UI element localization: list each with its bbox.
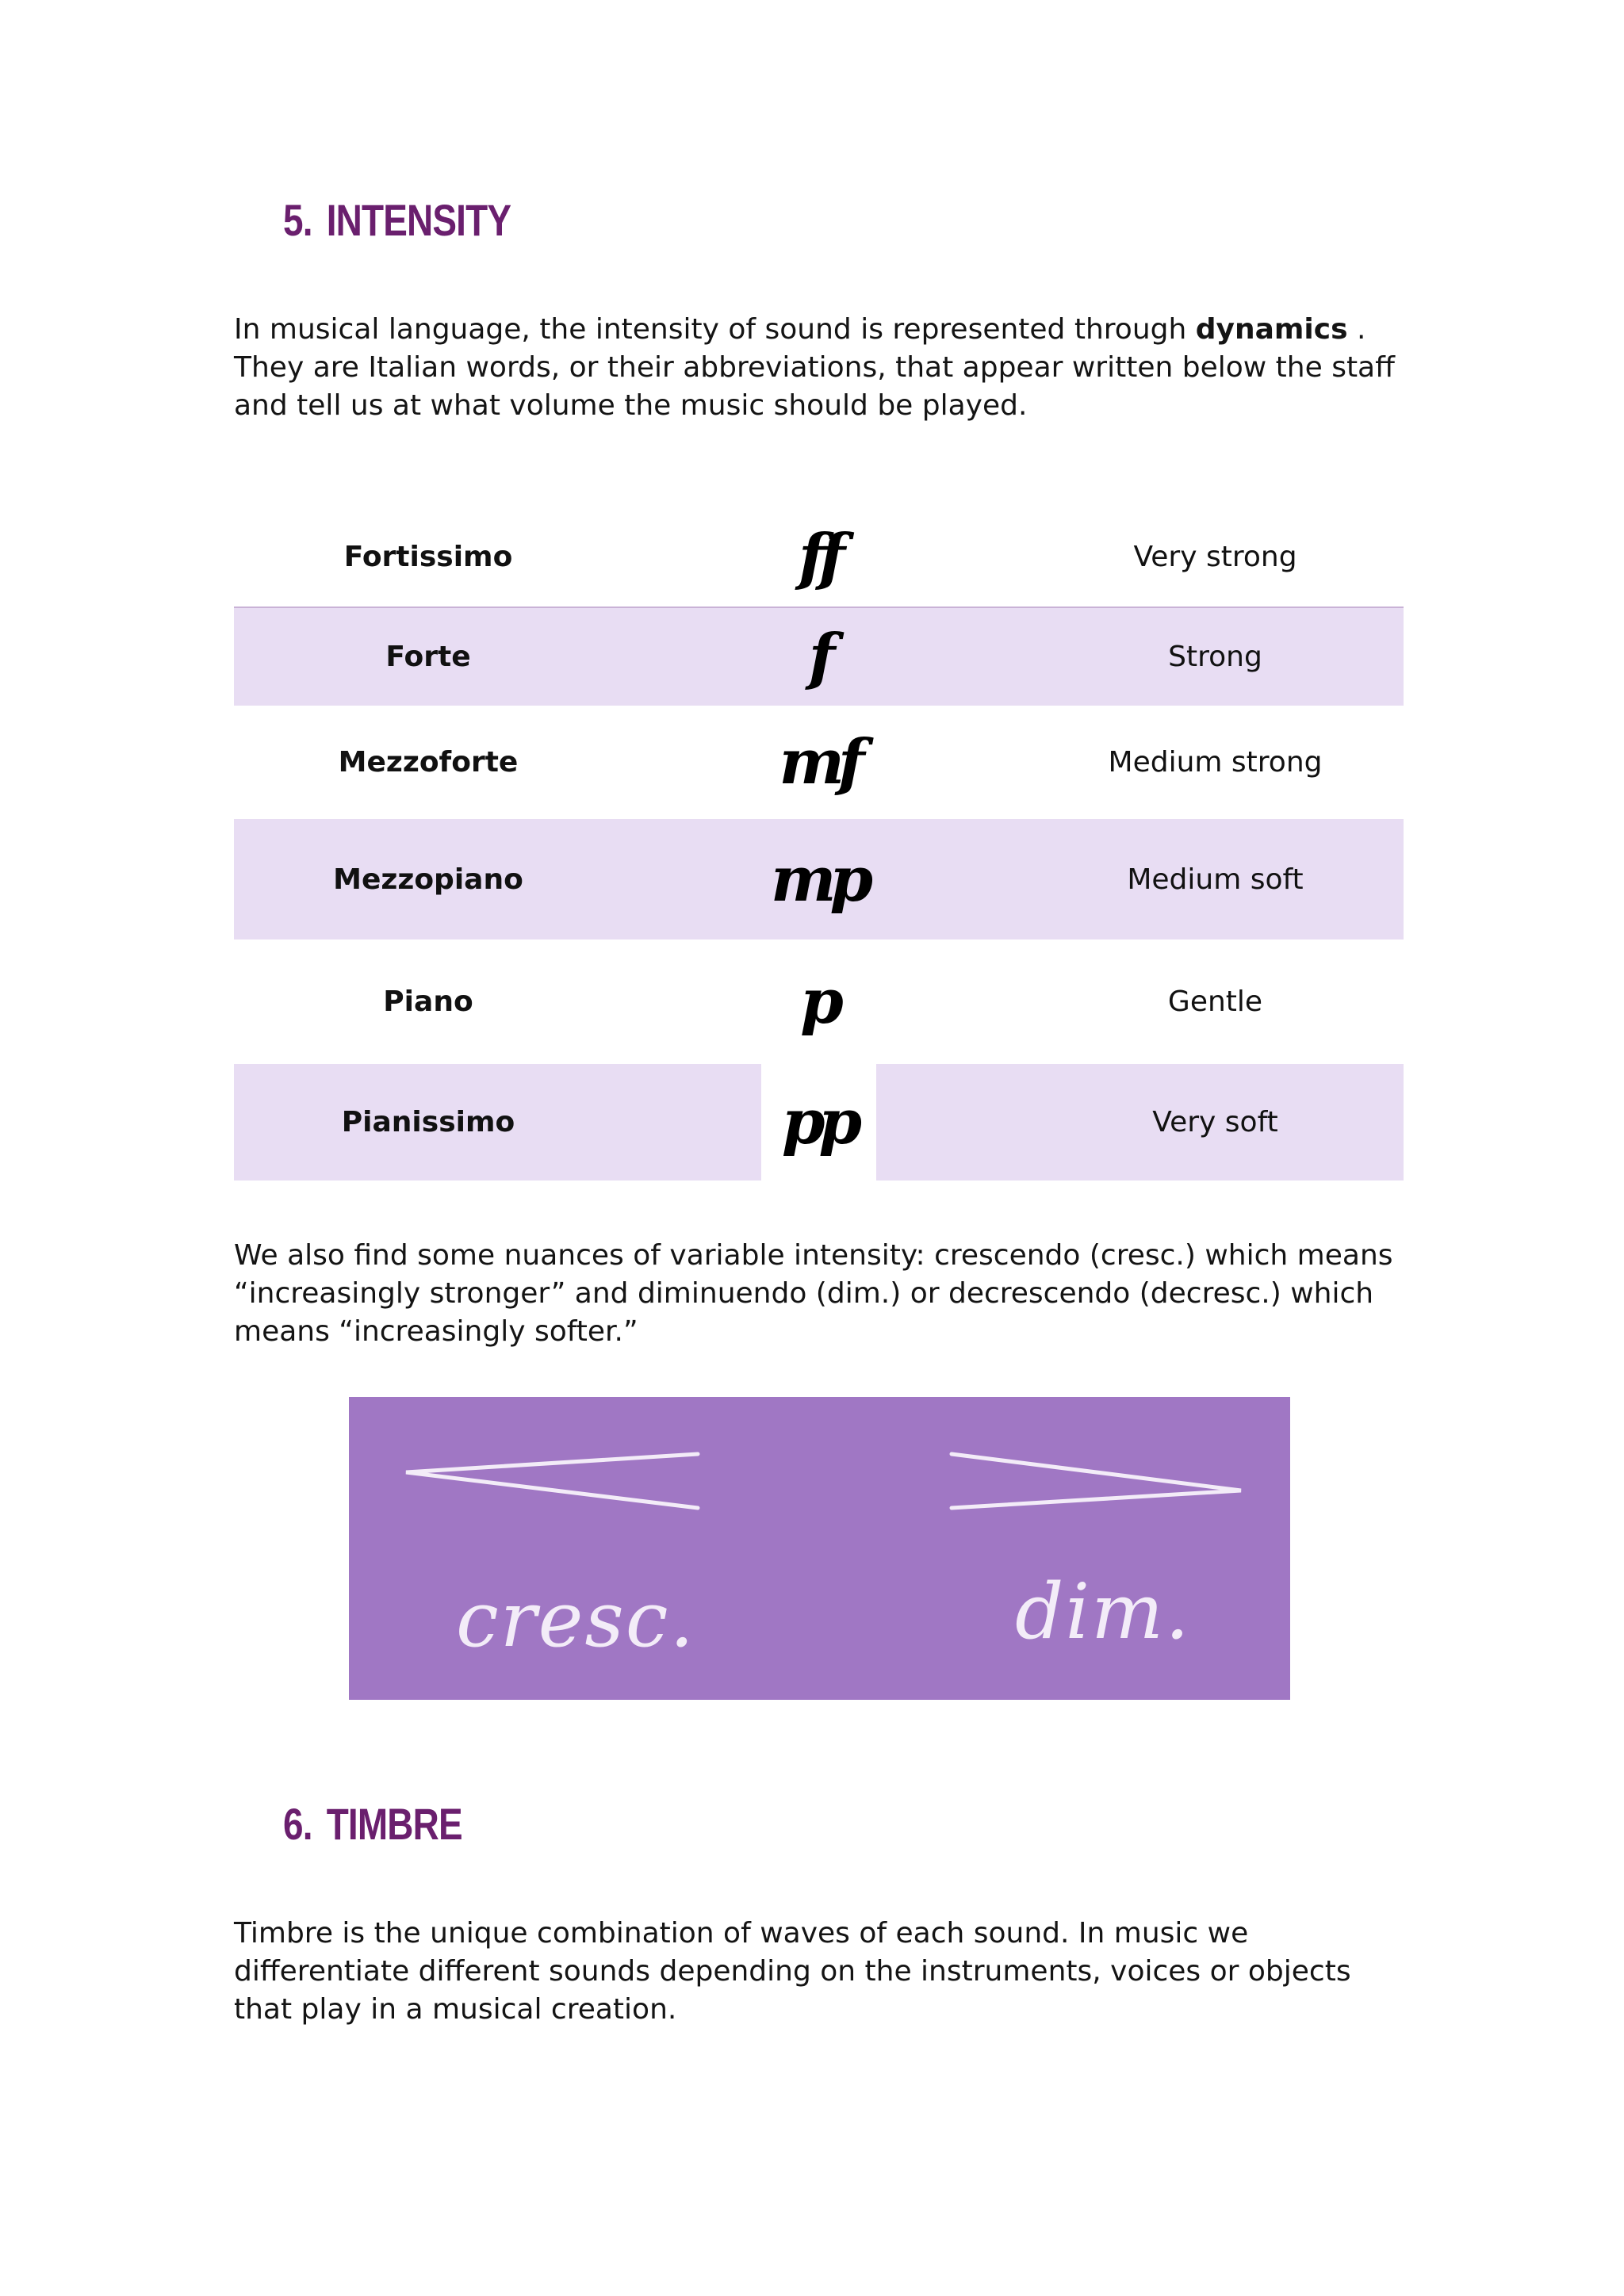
section-title: INTENSITY (326, 195, 511, 245)
table-row (234, 1064, 1404, 1181)
intro-text-end: . They are Italian words, or their abbreviations, that appear written below the staff and tell us at what volume the music should be played. (234, 313, 1395, 422)
intro-bold-term: dynamics (1195, 313, 1348, 346)
table-row (234, 819, 1404, 939)
cresc-label: cresc. (456, 1575, 696, 1664)
table-row (234, 507, 1404, 608)
dynamic-meaning: Strong (1168, 641, 1262, 673)
section-number: 5. (283, 195, 312, 245)
timbre-paragraph: Timbre is the unique combination of waves of each sound. In music we differentiate different sounds depending on the instruments, voices or objects that play in a musical creation. (234, 1917, 1351, 2026)
dynamic-symbol: mp (770, 843, 868, 916)
dynamic-symbol: ff (798, 521, 840, 593)
dynamics-table (234, 507, 1404, 1181)
dynamic-meaning: Medium strong (1108, 746, 1323, 779)
crescendo-hairpin-icon (406, 1454, 698, 1508)
dynamic-symbol: pp (761, 1064, 876, 1181)
table-row (234, 706, 1404, 819)
table-row (234, 939, 1404, 1064)
dynamic-name: Forte (385, 641, 471, 673)
dim-label: dim. (1015, 1567, 1191, 1656)
dynamic-name: Piano (383, 985, 473, 1018)
nuances-paragraph: We also find some nuances of variable intensity: crescendo (cresc.) which means “increasingly stronger” and diminuendo (dim.) or decrescendo (decresc.) which means “increasingly softer.” (234, 1239, 1393, 1348)
section-6-heading (283, 1798, 462, 1850)
section-5-heading (283, 194, 511, 246)
dynamic-name: Mezzopiano (333, 863, 523, 896)
dynamic-name: Pianissimo (341, 1106, 515, 1138)
dynamic-meaning: Medium soft (1127, 863, 1304, 896)
intro-paragraph (234, 311, 1408, 425)
dynamic-meaning: Very soft (1152, 1106, 1278, 1138)
intro-text-start: In musical language, the intensity of sound is represented through (234, 313, 1196, 346)
dynamic-name: Fortissimo (343, 541, 513, 573)
dynamic-meaning: Gentle (1167, 985, 1263, 1018)
dynamic-symbol: p (800, 966, 837, 1038)
diminuendo-hairpin-icon (952, 1454, 1241, 1508)
hairpin-illustration (349, 1397, 1290, 1700)
section-title: TIMBRE (326, 1799, 462, 1849)
dynamic-meaning: Very strong (1133, 541, 1297, 573)
dynamic-name: Mezzoforte (338, 746, 519, 779)
dynamic-symbol: f (808, 621, 829, 693)
section-number: 6. (283, 1799, 312, 1849)
table-row (234, 608, 1404, 706)
dynamic-symbol: mf (779, 726, 859, 798)
